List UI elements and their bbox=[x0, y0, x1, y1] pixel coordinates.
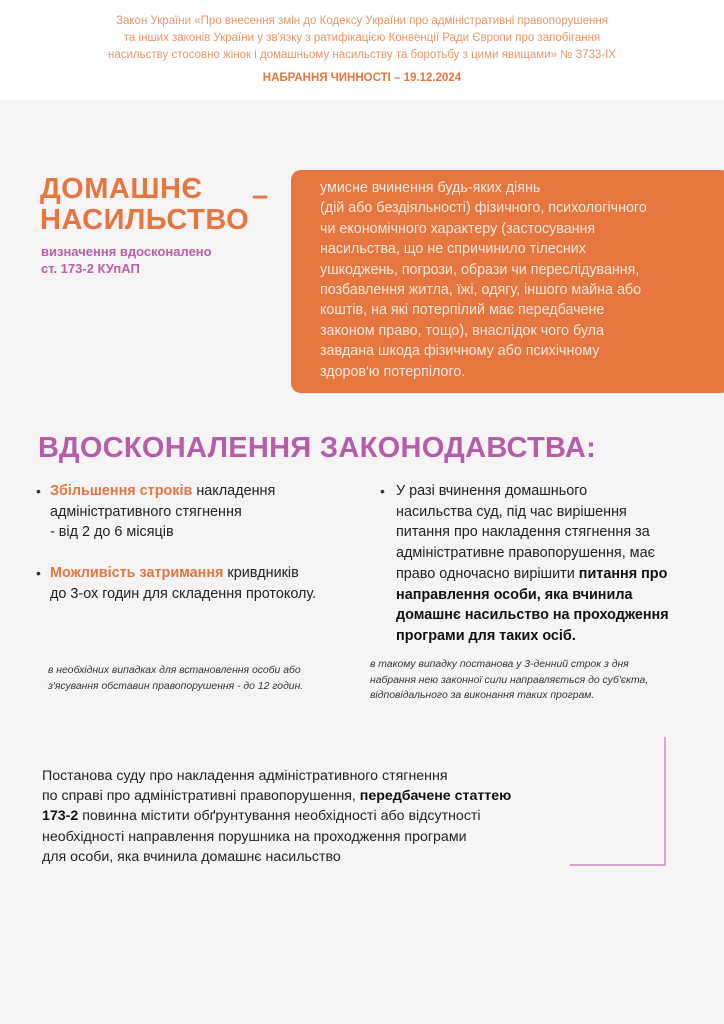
text-line: - від 2 до 6 місяців bbox=[50, 524, 174, 541]
text-line: питання про накладення стягнення за bbox=[396, 524, 650, 541]
bold-line: направлення особи, яка вчинила bbox=[396, 586, 633, 603]
text-line: У разі вчинення домашнього bbox=[396, 483, 588, 499]
note-line: в такому випадку постанова у 3-денний строк з дня bbox=[370, 659, 629, 670]
subtitle-line: визначення вдосконалено bbox=[41, 244, 212, 259]
effective-date: НАБРАННЯ ЧИННОСТІ – 19.12.2024 bbox=[262, 72, 462, 84]
text-line: насильства, що не спричинило тілесних bbox=[320, 241, 586, 258]
note-line: відповідального за виконання таких програм. bbox=[370, 690, 595, 701]
definition-subtitle bbox=[41, 243, 212, 277]
court-ruling-text bbox=[42, 766, 511, 867]
title-dash: – bbox=[252, 180, 269, 212]
bold-line: програми для таких осіб. bbox=[396, 627, 576, 644]
subtitle-line: ст. 173-2 КУпАП bbox=[41, 261, 140, 276]
text-line: для особи, яка вчинила домашнє насильство bbox=[42, 848, 341, 865]
bold-text: 173-2 bbox=[42, 808, 79, 825]
title-line: НАСИЛЬСТВО bbox=[40, 204, 250, 236]
text: право одночасно вирішити bbox=[396, 565, 579, 582]
bullet-icon: • bbox=[36, 483, 41, 499]
right-note bbox=[370, 657, 648, 704]
text-line: до 3-ох годин для складення протоколу. bbox=[50, 585, 317, 602]
frame-line-vertical bbox=[664, 737, 666, 866]
improvement-item-terms bbox=[50, 481, 275, 543]
frame-line-horizontal bbox=[570, 864, 666, 866]
law-title-line: та інших законів України у зв'язку з ратифікацією Конвенції Ради Європи про запобігання bbox=[123, 32, 601, 44]
text-line: здоров'ю потерпілого. bbox=[320, 363, 466, 380]
text: накладення bbox=[192, 483, 276, 499]
title-line: ДОМАШНЄ bbox=[40, 173, 203, 205]
text-line: завдана шкода фізичному або психічному bbox=[320, 343, 600, 360]
note-line: з'ясування обставин правопорушення - до 12 годин. bbox=[48, 680, 304, 692]
improvements-heading: ВДОСКОНАЛЕННЯ ЗАКОНОДАВСТВА: bbox=[38, 432, 597, 464]
law-title-line: насильству стосовно жінок і домашньому насильству та боротьбу з цими явищами» № 3733-IX bbox=[108, 49, 616, 61]
note-line: в необхідних випадках для встановлення особи або bbox=[48, 665, 301, 676]
bold-line: домашнє насильство на проходження bbox=[396, 607, 669, 624]
text-line: умисне вчинення будь-яких діянь bbox=[320, 180, 541, 196]
text-line: необхідності направлення порушника на проходження програми bbox=[42, 828, 467, 845]
note-line: набрання нею законної сили направляється до суб'єкта, bbox=[370, 674, 649, 686]
bullet-icon: • bbox=[380, 483, 385, 499]
text-line: законом право, тощо), внаслідок чого була bbox=[320, 322, 604, 339]
text-line: позбавлення житла, їжі, одягу, іншого майна або bbox=[320, 282, 642, 299]
text-line: (дій або бездіяльності) фізичного, психологічного bbox=[320, 200, 647, 217]
text: по справі про адміністративні правопорушення, bbox=[42, 788, 360, 805]
highlight: Можливість затримання bbox=[50, 565, 224, 581]
highlight: Збільшення строків bbox=[50, 483, 193, 499]
text-line: Постанова суду про накладення адміністративного стягнення bbox=[42, 768, 448, 784]
bullet-icon: • bbox=[36, 565, 41, 581]
text-line: чи економічного характеру (застосування bbox=[320, 220, 596, 237]
text-line: ушкоджень, погрози, образи чи переслідування, bbox=[320, 261, 640, 278]
definition-title bbox=[40, 174, 249, 236]
text-line: насильства суд, під час вирішення bbox=[396, 503, 627, 520]
law-title bbox=[0, 13, 724, 64]
text: повинна містити обґрунтування необхідності або відсутності bbox=[78, 808, 481, 825]
text: кривдників bbox=[223, 565, 299, 581]
definition-text bbox=[320, 178, 647, 382]
bold-text: передбачене статтею bbox=[359, 788, 512, 805]
improvement-item-programs bbox=[396, 481, 669, 647]
text-line: коштів, на які потерпілий має передбачене bbox=[320, 302, 605, 319]
text-line: адміністративне правопорушення, має bbox=[396, 545, 655, 562]
bold-text: питання про bbox=[578, 565, 668, 582]
improvement-item-detention bbox=[50, 563, 316, 604]
law-title-line: Закон України «Про внесення змін до Кодексу України про адміністративні правопорушення bbox=[116, 15, 608, 27]
text-line: адміністративного стягнення bbox=[50, 503, 242, 520]
left-note bbox=[48, 663, 303, 694]
